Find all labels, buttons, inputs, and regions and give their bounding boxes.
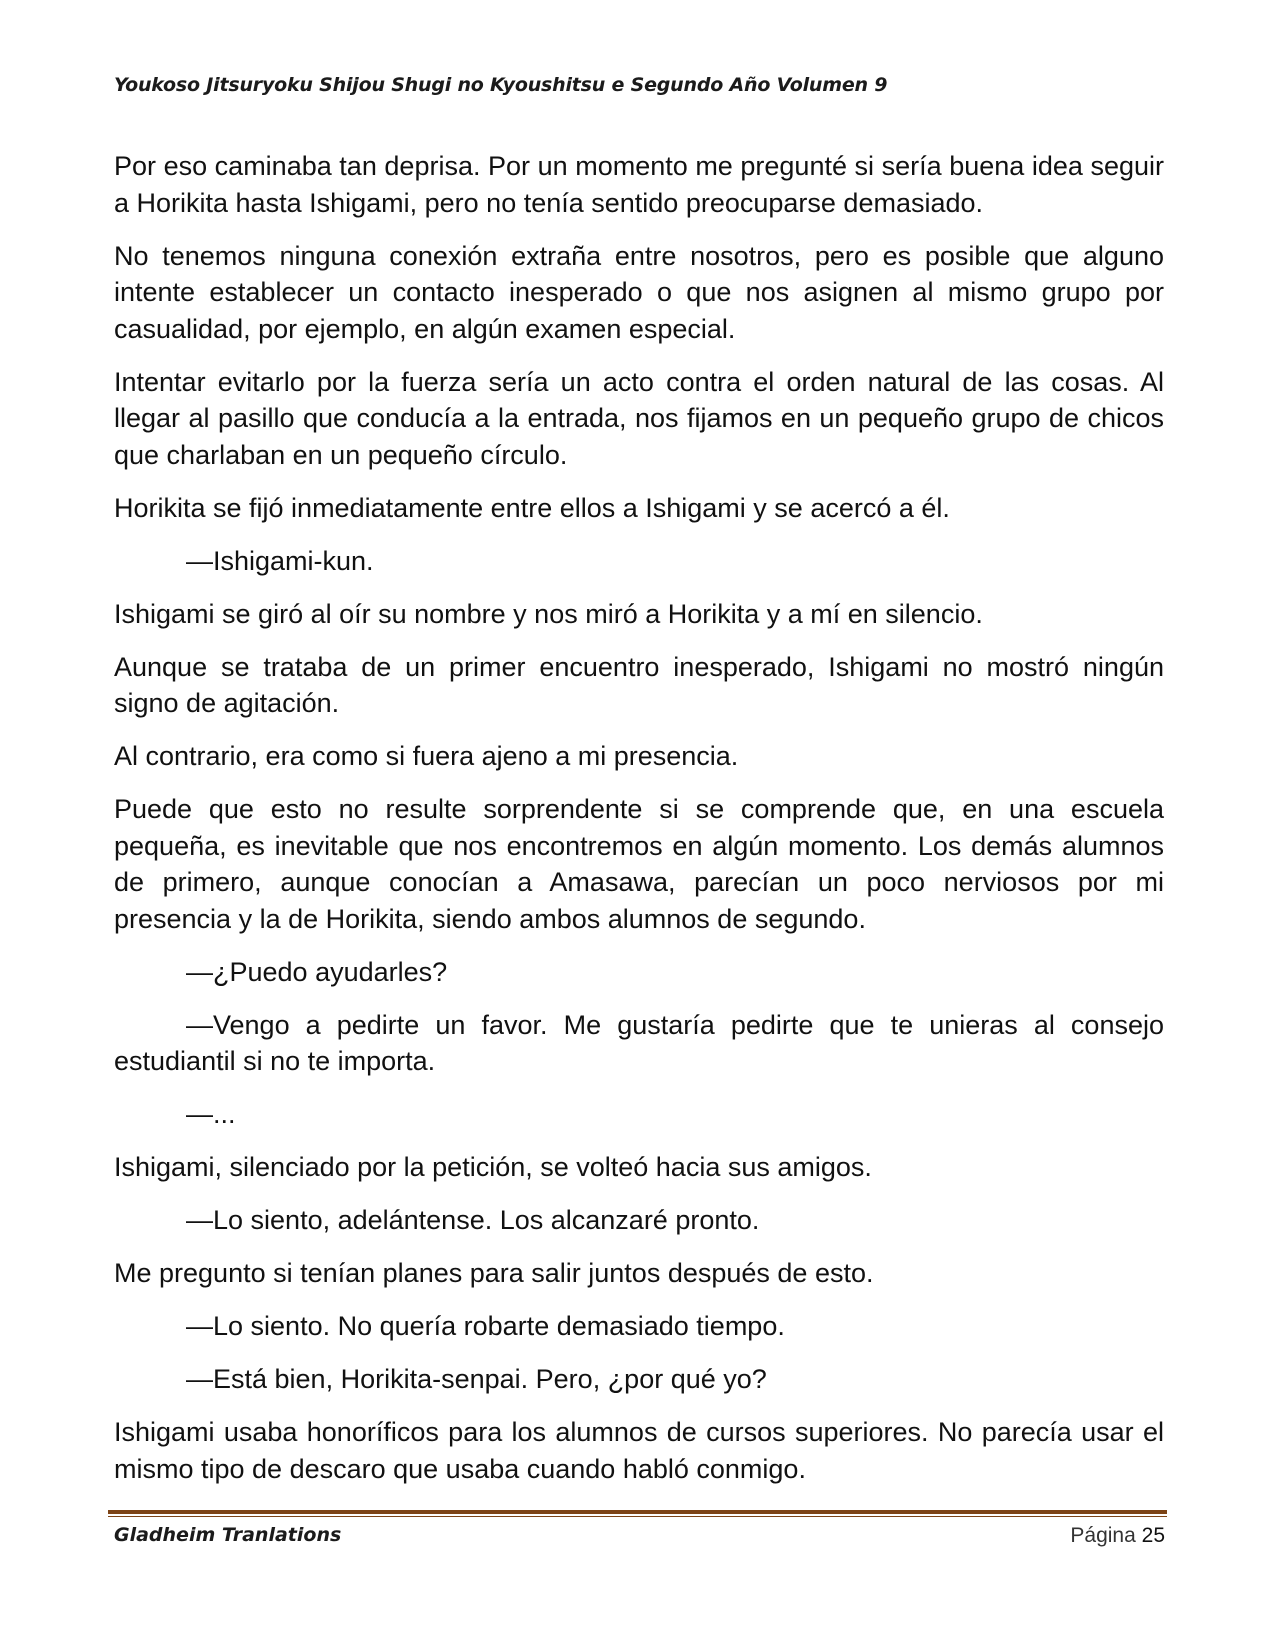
- dialogue-line: —...: [186, 1099, 236, 1129]
- running-header: Youkoso Jitsuryoku Shijou Shugi no Kyoushitsu e Segundo Año Volumen 9: [114, 74, 888, 96]
- paragraph: Ishigami, silenciado por la petición, se volteó hacia sus amigos.: [114, 1152, 872, 1182]
- paragraph: No tenemos ninguna conexión extraña entre nosotros, pero es posible que alguno intente establecer un contacto inesperado o que nos asignen al mismo grupo por casualidad, por ejemplo, en algún examen especial.: [114, 240, 1164, 344]
- paragraph: Por eso caminaba tan deprisa. Por un momento me pregunté si sería buena idea seguir a Horikita hasta Ishigami, pero no tenía sentido preocuparse demasiado.: [114, 151, 1164, 218]
- paragraph: Intentar evitarlo por la fuerza sería un acto contra el orden natural de las cosas. Al llegar al pasillo que conducía a la entrada, nos fijamos en un pequeño grupo de chicos que charlaban en un pequeño círculo.: [114, 366, 1164, 470]
- page-number-value: 25: [1141, 1524, 1165, 1547]
- body-text: [114, 148, 1164, 1504]
- dialogue-line: —Lo siento. No quería robarte demasiado tiempo.: [186, 1311, 785, 1341]
- paragraph: Al contrario, era como si fuera ajeno a mi presencia.: [114, 741, 739, 771]
- paragraph: Horikita se fijó inmediatamente entre ellos a Ishigami y se acercó a él.: [114, 492, 950, 523]
- page-number: [1070, 1524, 1165, 1548]
- footer-rule-thin: [108, 1516, 1167, 1517]
- dialogue-line: —Está bien, Horikita-senpai. Pero, ¿por qué yo?: [186, 1364, 767, 1394]
- page-label: Página: [1070, 1524, 1136, 1547]
- paragraph: Aunque se trataba de un primer encuentro inesperado, Ishigami no mostró ningún signo de agitación.: [114, 651, 1164, 718]
- dialogue-line: —¿Puedo ayudarles?: [186, 956, 448, 987]
- paragraph: Ishigami usaba honoríficos para los alumnos de cursos superiores. No parecía usar el mismo tipo de descaro que usaba cuando habló conmigo.: [114, 1417, 1164, 1484]
- footer-credit: Gladheim Tranlations: [114, 1524, 342, 1546]
- paragraph: Me pregunto si tenían planes para salir juntos después de esto.: [114, 1258, 874, 1288]
- paragraph: Ishigami se giró al oír su nombre y nos miró a Horikita y a mí en silencio.: [114, 598, 983, 629]
- footer-rule: [108, 1510, 1167, 1514]
- dialogue-line: —Ishigami-kun.: [186, 545, 374, 576]
- dialogue-line: —Vengo a pedirte un favor. Me gustaría pedirte que te unieras al consejo estudiantil si no te importa.: [114, 1009, 1164, 1076]
- paragraph: Puede que esto no resulte sorprendente si se comprende que, en una escuela pequeña, es inevitable que nos encontremos en algún momento. Los demás alumnos de primero, aunque conocían a Amasawa, parecían un poco nerviosos por mi presencia y la de Horikita, siendo ambos alumnos de segundo.: [114, 794, 1164, 934]
- dialogue-line: —Lo siento, adelántense. Los alcanzaré pronto.: [186, 1205, 760, 1235]
